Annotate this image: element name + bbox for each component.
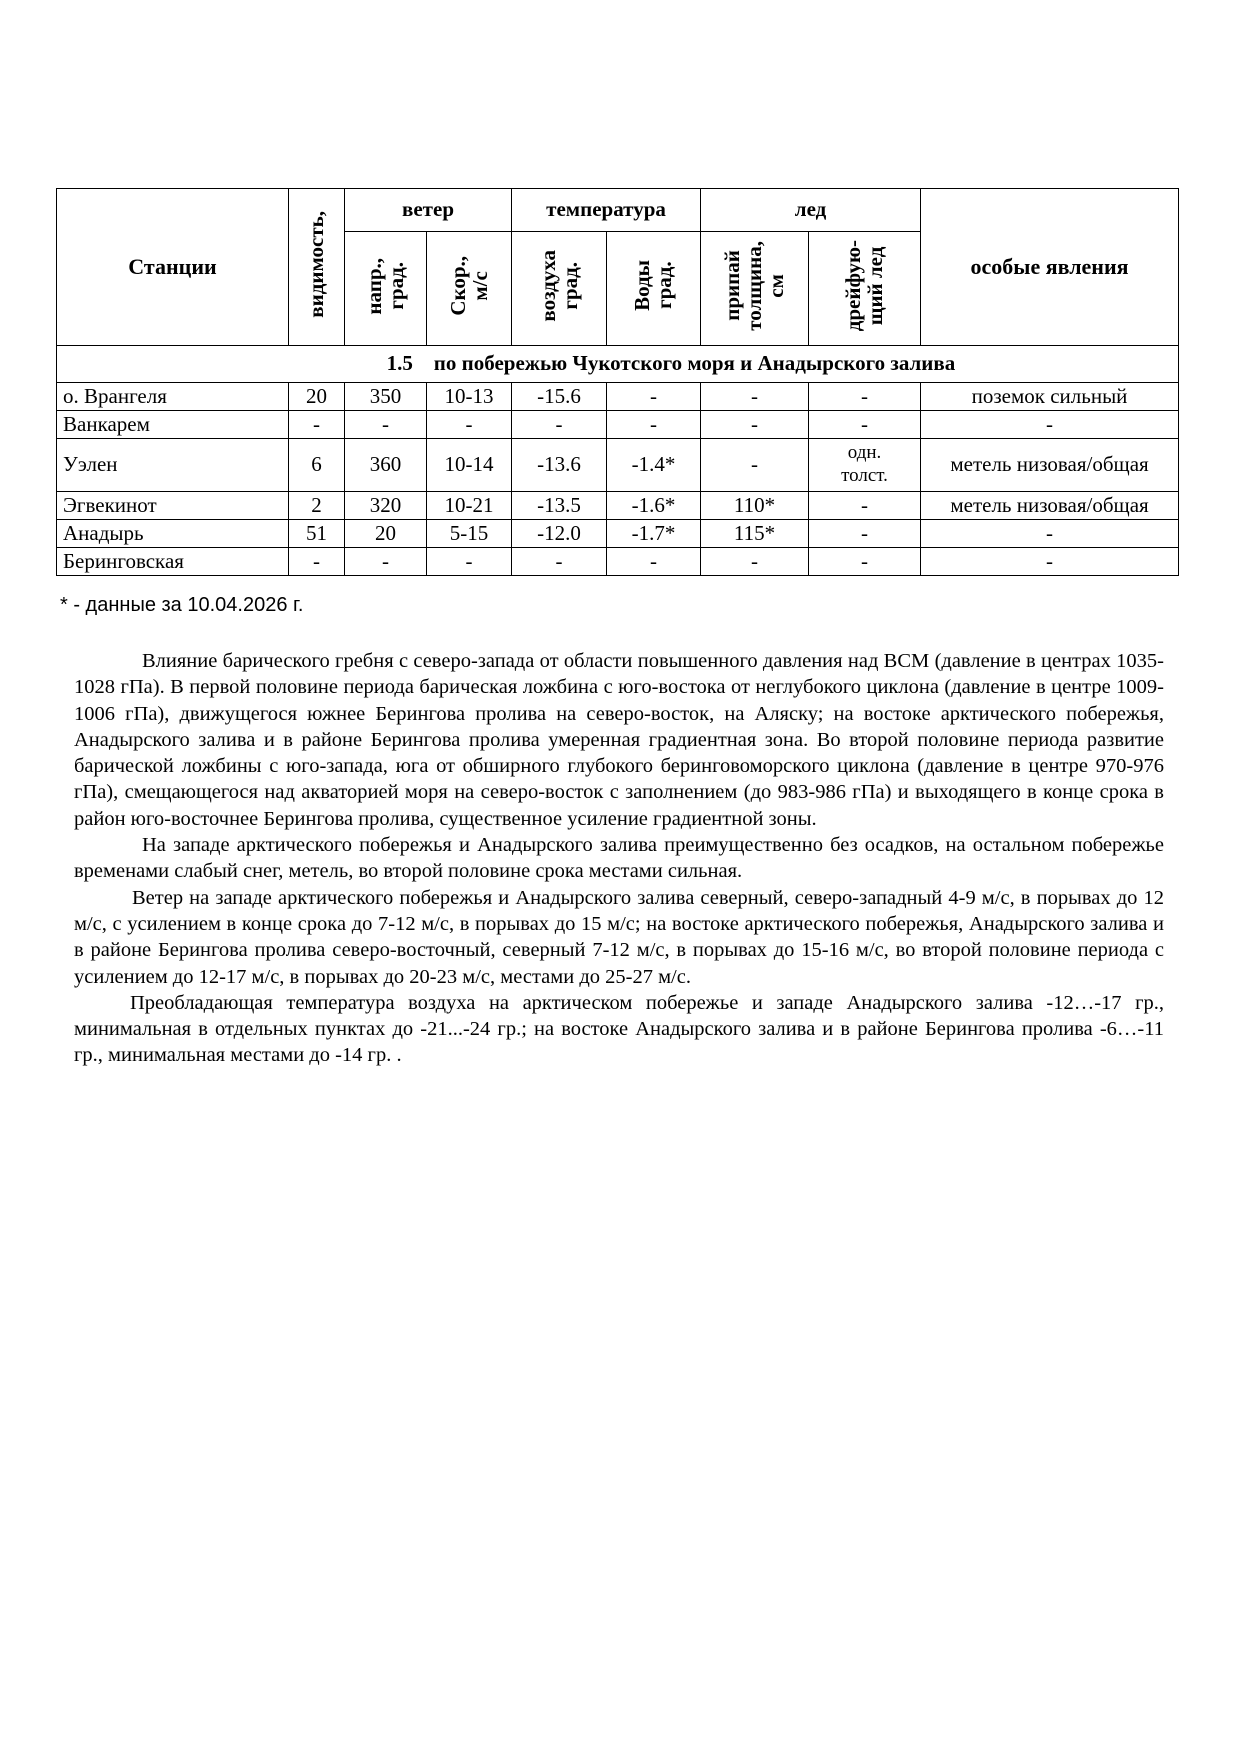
cell-ice-fast: 110* <box>701 492 809 520</box>
cell-ice-fast: - <box>701 411 809 439</box>
cell-visibility: 6 <box>289 439 345 492</box>
header-ice-fast <box>701 232 809 346</box>
cell-temp-water: - <box>607 383 701 411</box>
cell-wind-speed: - <box>427 411 512 439</box>
cell-temp-air: - <box>512 548 607 576</box>
cell-phenomena: метель низовая/общая <box>921 492 1179 520</box>
cell-ice-drift: - <box>809 383 921 411</box>
cell-temp-water: -1.7* <box>607 520 701 548</box>
cell-temp-air: -15.6 <box>512 383 607 411</box>
header-temp-air <box>512 232 607 346</box>
paragraph-wind: Ветер на западе арктического побережья и Анадырского залива северный, северо-западный 4-9 м/с, в порывах до 12 м/с, с усилением в конце срока до 7-12 м/с, в порывах до 15 м/с; на востоке арктического побережья, Анадырского залива и в районе Берингова пролива северо-восточный, северный 7-12 м/с, в порывах до 15-16 м/с, во второй половине периода с усилением до 12-17 м/с, в порывах до 20-23 м/с, местами до 25-27 м/с. <box>74 886 1164 988</box>
cell-ice-fast: 115* <box>701 520 809 548</box>
cell-station: Ванкарем <box>57 411 289 439</box>
cell-wind-dir: 360 <box>345 439 427 492</box>
cell-temp-air: -13.5 <box>512 492 607 520</box>
paragraph-precipitation: На западе арктического побережья и Анадырского залива преимущественно без осадков, на остальном побережье временами слабый снег, метель, во второй половине срока местами сильная. <box>74 834 1164 883</box>
cell-temp-air: -13.6 <box>512 439 607 492</box>
cell-temp-water: -1.6* <box>607 492 701 520</box>
cell-station: Анадырь <box>57 520 289 548</box>
cell-phenomena: метель низовая/общая <box>921 439 1179 492</box>
header-temperature: температура <box>512 189 701 232</box>
header-stations: Станции <box>57 189 289 346</box>
header-ice-fast-label: припай толщина, см <box>720 241 789 331</box>
table-row <box>57 383 1179 411</box>
cell-visibility: 20 <box>289 383 345 411</box>
table-row <box>57 492 1179 520</box>
cell-visibility: - <box>289 548 345 576</box>
cell-ice-drift: - <box>809 548 921 576</box>
cell-phenomena: - <box>921 411 1179 439</box>
cell-wind-dir: - <box>345 548 427 576</box>
cell-ice-drift: - <box>809 411 921 439</box>
table-row <box>57 439 1179 492</box>
header-visibility <box>289 189 345 346</box>
header-ice: лед <box>701 189 921 232</box>
header-wind-dir-label: напр., град. <box>362 257 409 315</box>
cell-wind-dir: 350 <box>345 383 427 411</box>
header-temp-water-label: Воды град. <box>630 260 677 312</box>
cell-wind-speed: 10-21 <box>427 492 512 520</box>
table-row <box>57 548 1179 576</box>
cell-ice-drift: одн. толст. <box>809 439 921 492</box>
cell-wind-speed: 10-14 <box>427 439 512 492</box>
cell-visibility: - <box>289 411 345 439</box>
header-visibility-label: видимость, <box>304 211 329 318</box>
header-wind-dir <box>345 232 427 346</box>
cell-temp-water: - <box>607 548 701 576</box>
footnote: * - данные за 10.04.2026 г. <box>60 594 304 616</box>
cell-temp-water: - <box>607 411 701 439</box>
cell-station: о. Врангеля <box>57 383 289 411</box>
cell-station: Эгвекинот <box>57 492 289 520</box>
section-title: по побережью Чукотского моря и Анадырского залива <box>433 351 956 376</box>
forecast-text <box>74 648 1164 1069</box>
header-temp-air-label: воздуха град. <box>535 250 583 322</box>
cell-temp-water: -1.4* <box>607 439 701 492</box>
paragraph-temperature: Преобладающая температура воздуха на арктическом побережье и западе Анадырского залива -12…-17 гр., минимальная в отдельных пунктах до -21...-24 гр.; на востоке Анадырского залива и в районе Берингова пролива -6…-11 гр., минимальная местами до -14 гр. . <box>74 991 1164 1067</box>
cell-phenomena: - <box>921 520 1179 548</box>
cell-wind-dir: 320 <box>345 492 427 520</box>
table-row <box>57 520 1179 548</box>
cell-ice-fast: - <box>701 439 809 492</box>
paragraph-synoptic: Влияние барического гребня с северо-запада от области повышенного давления над ВСМ (давление в центрах 1035-1028 гПа). В первой половине периода барическая ложбина с юго-востока от неглубокого циклона (давление в центре 1009-1006 гПа), движущегося южнее Берингова пролива на северо-восток, на Аляску; на востоке арктического побережья, Анадырского залива и в районе Берингова пролива умеренная градиентная зона. Во второй половине периода развитие барической ложбины с юго-запада, юга от обширного глубокого беринговоморского циклона (давление в центре 970-976 гПа), смещающегося над акваторией моря на северо-восток с заполнением (до 983-986 гПа) и выходящего в конце срока в район юго-восточнее Берингова пролива, существенное усиление градиентной зоны. <box>74 650 1164 830</box>
section-heading <box>57 346 1179 383</box>
header-wind: ветер <box>345 189 512 232</box>
header-phenomena: особые явления <box>921 189 1179 346</box>
table-row <box>57 411 1179 439</box>
cell-wind-speed: 5-15 <box>427 520 512 548</box>
cell-ice-drift: - <box>809 492 921 520</box>
cell-station: Беринговская <box>57 548 289 576</box>
cell-phenomena: поземок сильный <box>921 383 1179 411</box>
header-ice-drift-label: дрейфую- щий лед <box>841 240 888 332</box>
cell-visibility: 51 <box>289 520 345 548</box>
cell-wind-dir: 20 <box>345 520 427 548</box>
cell-wind-speed: - <box>427 548 512 576</box>
header-ice-drift <box>809 232 921 346</box>
weather-table <box>56 188 1179 576</box>
cell-ice-fast: - <box>701 548 809 576</box>
cell-phenomena: - <box>921 548 1179 576</box>
header-wind-speed-label: Скор., м/с <box>445 256 492 316</box>
cell-temp-air: - <box>512 411 607 439</box>
cell-visibility: 2 <box>289 492 345 520</box>
header-temp-water <box>607 232 701 346</box>
cell-wind-speed: 10-13 <box>427 383 512 411</box>
header-wind-speed <box>427 232 512 346</box>
cell-ice-fast: - <box>701 383 809 411</box>
section-number: 1.5 <box>386 351 413 376</box>
cell-station: Уэлен <box>57 439 289 492</box>
cell-temp-air: -12.0 <box>512 520 607 548</box>
cell-wind-dir: - <box>345 411 427 439</box>
cell-ice-drift: - <box>809 520 921 548</box>
